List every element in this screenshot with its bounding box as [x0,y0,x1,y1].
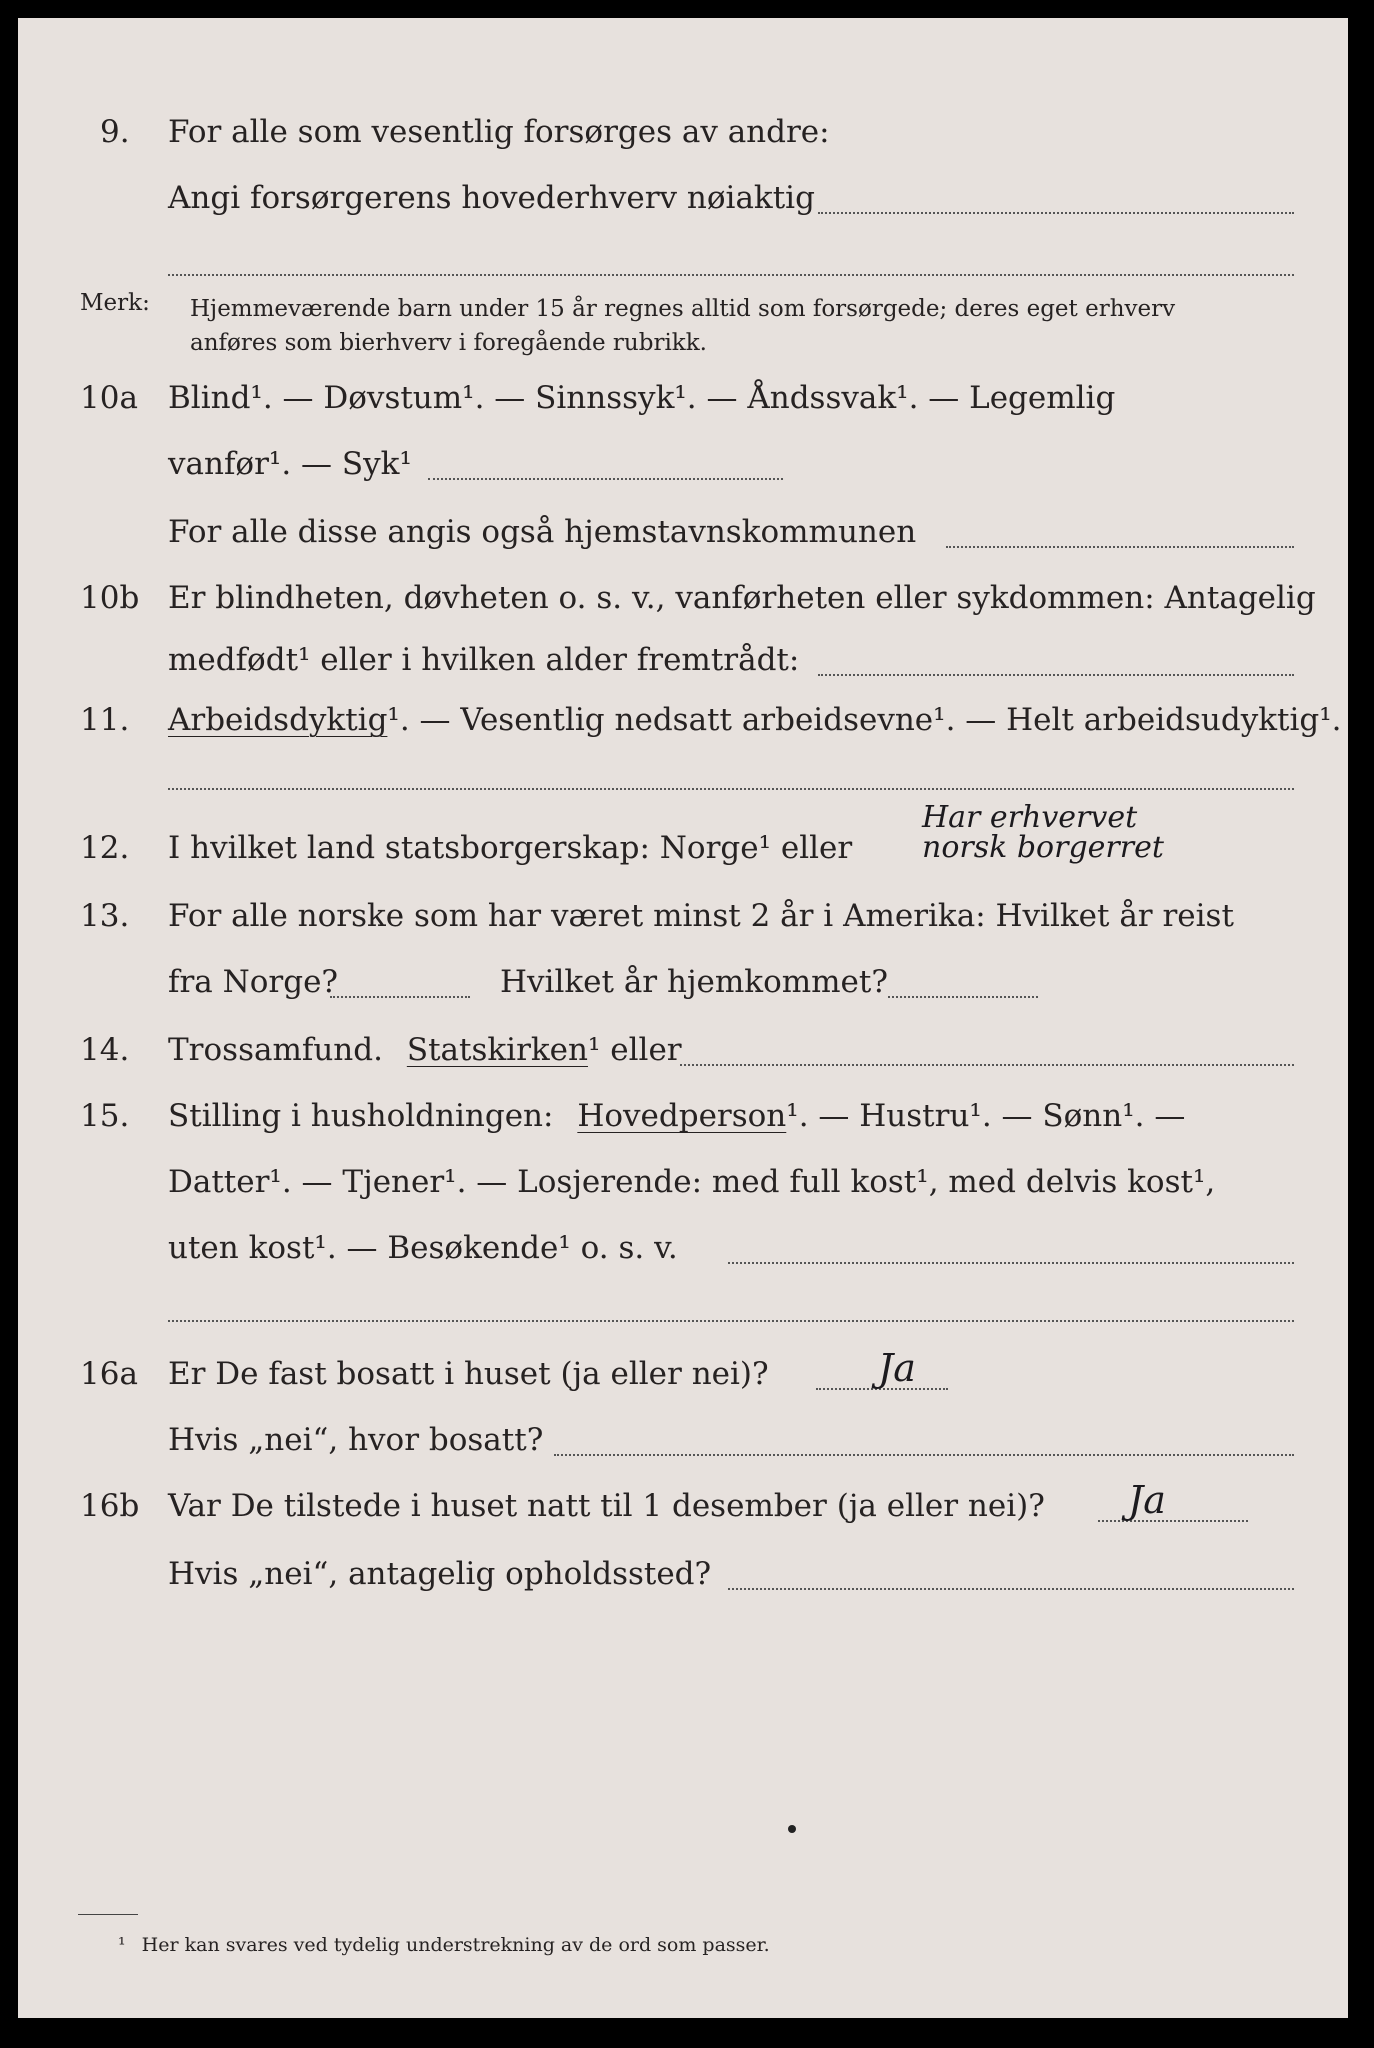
q10b-line1: Er blindheten, døvheten o. s. v., vanførheten eller sykdommen: Antagelig [168,580,1316,616]
q9-number: 9. [100,114,130,150]
q15-hovedperson-underlined: Hovedperson [577,1098,787,1134]
q16b-answer: Ja [1128,1478,1166,1522]
q11-rest: ¹. — Vesentlig nedsatt arbeidsevne¹. — Helt arbeidsudyktig¹. [387,702,1342,738]
q14-number: 14. [80,1032,130,1068]
q15-answer-line [728,1262,1294,1264]
footnote-text: Her kan svares ved tydelig understrekning av de ord som passer. [141,1934,770,1956]
q9-line2: Angi forsørgerens hovederhverv nøiaktig [168,180,815,216]
q16a-number: 16a [80,1356,138,1392]
footnote-rule [78,1914,138,1915]
q10b-number: 10b [80,580,140,616]
q16b-answer-line [1098,1520,1248,1522]
q13-number: 13. [80,898,130,934]
q11-arbeidsdyktig-underlined: Arbeidsdyktig [168,702,388,738]
q10a-number: 10a [80,380,138,416]
q16b-number: 16b [80,1488,140,1524]
q13-line1: For alle norske som har været minst 2 år i Amerika: Hvilket år reist [168,898,1234,934]
footnote-mark: ¹ [118,1934,126,1956]
q10b-line2: medfødt¹ eller i hvilken alder fremtrådt: [168,642,800,678]
q10a-syk-line [428,478,783,480]
q12-text: I hvilket land statsborgerskap: Norge¹ eller [168,830,853,866]
q15-rest: ¹. — Hustru¹. — Sønn¹. — [786,1098,1186,1134]
footnote [118,1934,770,1956]
q9-answer-line [818,212,1294,214]
q12-handwriting-top: Har erhvervet [922,800,1138,835]
q13-hjem-line [888,996,1038,998]
q10a-kommune-line [946,546,1294,548]
q9-answer-line-2 [168,274,1294,276]
q9-line1: For alle som vesentlig forsørges av andre: [168,114,830,150]
q12-number: 12. [80,830,130,866]
q16b-line1: Var De tilstede i huset natt til 1 desember (ja eller nei)? [168,1488,1045,1524]
q13-line2b: Hvilket år hjemkommet? [500,964,888,1000]
q13-line2a: fra Norge? [168,964,339,1000]
q16b-line2: Hvis „nei“, antagelig opholdssted? [168,1556,712,1592]
q16b-opholdssted-line [728,1588,1294,1590]
q14-answer-line [680,1064,1294,1066]
q11-answer-line [168,788,1294,790]
q12-handwriting: norsk borgerret [922,830,1164,865]
q14-trossamfund: Trossamfund. [168,1032,383,1068]
q16a-bosatt-line [554,1454,1294,1456]
census-form-page [18,18,1348,2018]
merk-label: Merk: [80,290,150,316]
q14-statskirken-underlined: Statskirken [406,1032,588,1068]
q14-eller: ¹ eller [587,1032,682,1068]
q15-stilling: Stilling i husholdningen: [168,1098,554,1134]
q16a-answer: Ja [878,1346,916,1390]
q10b-answer-line [818,674,1294,676]
q11-text [168,702,1342,738]
q13-reist-line [330,996,470,998]
merk-line1: Hjemmeværende barn under 15 år regnes alltid som forsørgede; deres eget erhverv [190,296,1176,322]
q15-line1 [168,1098,1185,1134]
q15-number: 15. [80,1098,130,1134]
q16a-line1: Er De fast bosatt i huset (ja eller nei)? [168,1356,769,1392]
q15-line3: uten kost¹. — Besøkende¹ o. s. v. [168,1230,678,1266]
q10a-line1: Blind¹. — Døvstum¹. — Sinnssyk¹. — Åndssvak¹. — Legemlig [168,380,1116,416]
q14-text [168,1032,682,1068]
q16a-line2: Hvis „nei“, hvor bosatt? [168,1422,544,1458]
q11-number: 11. [80,702,130,738]
q15-line2: Datter¹. — Tjener¹. — Losjerende: med full kost¹, med delvis kost¹, [168,1164,1216,1200]
ink-dot [788,1825,796,1833]
q10a-line2: vanfør¹. — Syk¹ [168,446,412,482]
q10a-line3: For alle disse angis også hjemstavnskommunen [168,514,917,550]
merk-line2: anføres som bierhverv i foregående rubrikk. [190,330,707,356]
q15-answer-line-2 [168,1320,1294,1322]
